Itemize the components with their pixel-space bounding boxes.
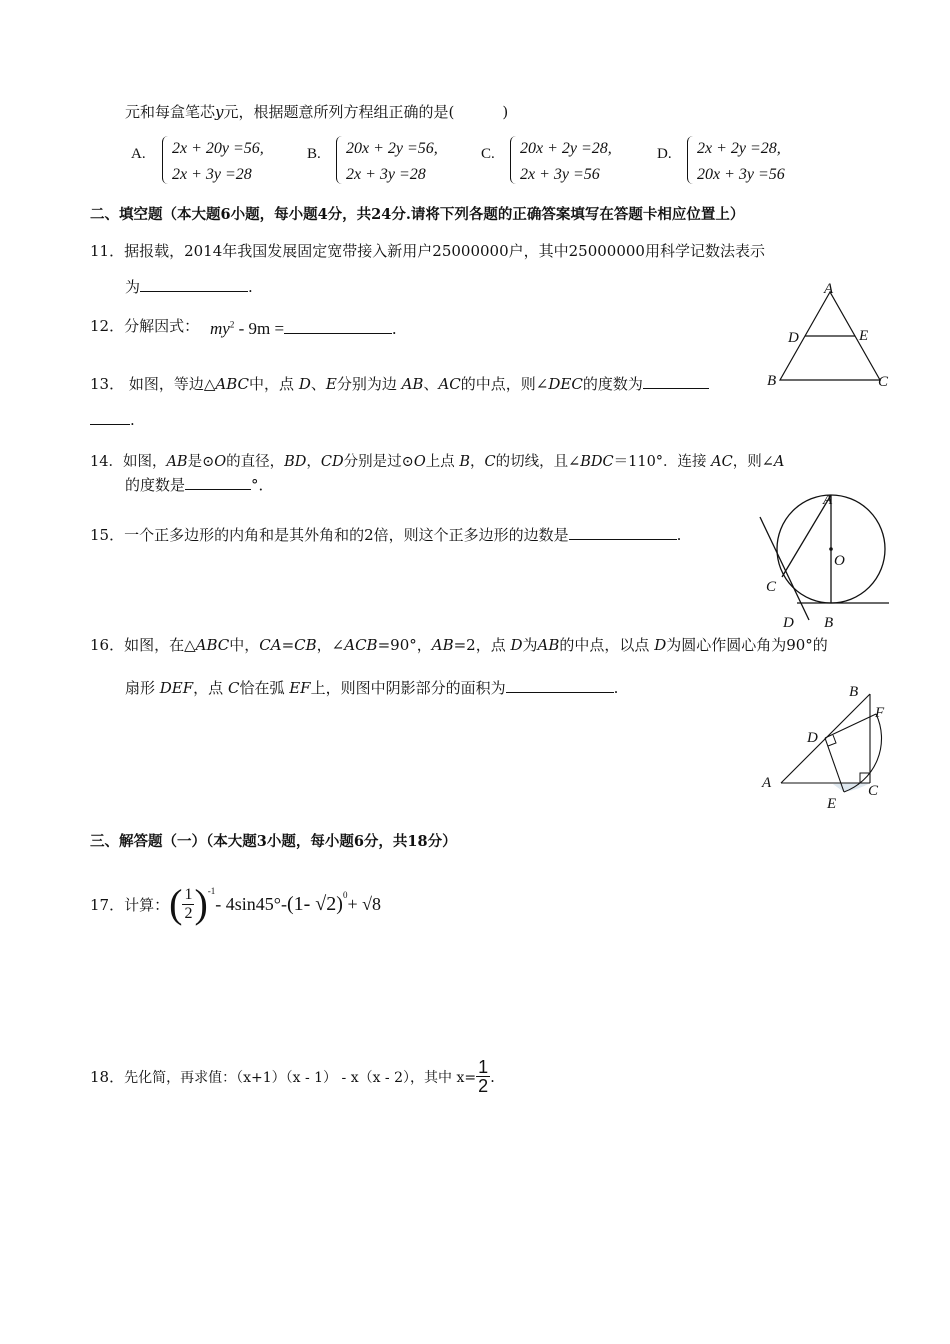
answer-blank[interactable] bbox=[284, 332, 392, 334]
label-e: E bbox=[827, 796, 837, 812]
right-angle-mark bbox=[828, 735, 836, 746]
q16-line2: 扇形 DEF，点 C恰在弧 EF上，则图中阴影部分的面积为 . bbox=[125, 679, 619, 697]
option-a-label: A. bbox=[131, 146, 146, 162]
label-c: C bbox=[878, 374, 889, 390]
answer-blank[interactable] bbox=[185, 488, 251, 490]
option-c-label: C. bbox=[481, 146, 495, 162]
q11-answer-line: 为 . bbox=[125, 278, 253, 296]
fraction-value: $\frac{1}{2}$ bbox=[478, 1057, 489, 1096]
fraction-half: $\frac{1}{2}$ bbox=[184, 885, 193, 922]
answer-blank[interactable] bbox=[90, 423, 130, 425]
label-o: O bbox=[834, 553, 845, 569]
label-c: C bbox=[766, 579, 777, 595]
q12-expression: $my^2 - 9m$ = . bbox=[210, 319, 397, 338]
q12-text: 12．分解因式： bbox=[90, 317, 200, 335]
label-d: D bbox=[783, 615, 794, 631]
label-b: B bbox=[824, 615, 834, 631]
label-a: A bbox=[824, 281, 834, 297]
label-e: E bbox=[859, 328, 869, 344]
section2-heading: 二、填空题（本大题6小题，每小题4分，共24分.请将下列各题的正确答案填写在答题卡相应位置上） bbox=[90, 206, 745, 223]
label-d: D bbox=[807, 730, 818, 746]
paren-close: ) bbox=[194, 881, 208, 926]
q17-text: 17． 计算： ( $\frac{1}{2}$ ) $^{-1}$ - 4sin45° - (1- √2) $^0$ + √8 bbox=[90, 881, 381, 926]
label-c: C bbox=[868, 783, 879, 799]
label-a: A bbox=[762, 775, 772, 791]
radius-df bbox=[825, 714, 876, 738]
answer-blank[interactable] bbox=[569, 538, 677, 540]
q17-expression: ( $\frac{1}{2}$ ) $^{-1}$ - 4sin45° - (1- √2) $^0$ + √8 bbox=[169, 881, 381, 926]
figure-q16-sector bbox=[755, 680, 905, 815]
brace-icon bbox=[510, 136, 517, 184]
center-dot bbox=[829, 547, 833, 551]
label-d: D bbox=[788, 330, 799, 346]
figure-q13-triangle bbox=[760, 280, 900, 395]
answer-blank[interactable] bbox=[506, 691, 614, 693]
brace-icon bbox=[687, 136, 694, 184]
figure-q14-circle bbox=[752, 488, 902, 633]
q13-continuation: . bbox=[90, 411, 135, 429]
label-b: B bbox=[849, 684, 859, 700]
option-d-label: D. bbox=[657, 146, 672, 162]
answer-blank[interactable] bbox=[140, 290, 248, 292]
q14-answer-line: 的度数是 °． bbox=[125, 476, 274, 494]
q15-text: 15．一个正多边形的内角和是其外角和的2倍，则这个正多边形的边数是 . bbox=[90, 526, 682, 544]
paren-open: ( bbox=[169, 881, 183, 926]
radius-de bbox=[825, 738, 844, 792]
arc-ef bbox=[844, 714, 882, 792]
q16-text: 16．如图，在△ABC中，CA=CB，∠ACB=90°，AB=2，点 D为AB的中点，以点 D为圆心作圆心角为90°的 bbox=[90, 636, 828, 654]
label-f: F bbox=[875, 705, 885, 721]
shaded-region bbox=[833, 783, 870, 792]
label-b: B bbox=[767, 373, 777, 389]
option-b-label: B. bbox=[307, 146, 321, 162]
answer-blank[interactable] bbox=[643, 387, 709, 389]
brace-icon bbox=[336, 136, 343, 184]
q13-text: 13． 如图，等边△ABC中，点 D、E分别为边 AB、AC的中点，则∠DEC的度数为 bbox=[90, 373, 709, 394]
tangent-line bbox=[760, 517, 809, 620]
label-a: A bbox=[823, 492, 833, 508]
q11-text: 11．据报载，2014年我国发展固定宽带接入新用户25000000户，其中25000000用科学记数法表示 bbox=[90, 242, 765, 260]
section3-heading: 三、解答题（一）（本大题3小题，每小题6分，共18分） bbox=[90, 833, 457, 850]
q14-text: 14．如图，AB是⊙O的直径，BD，CD分别是过⊙O上点 B，C的切线，且∠BDC＝110°．连接 AC，则∠A bbox=[90, 454, 785, 470]
brace-icon bbox=[162, 136, 169, 184]
q18-text: 18． 先化简，再求值：（x+1）（x - 1） - x（x - 2），其中 x= $\frac{1}{2}$ . bbox=[90, 1057, 495, 1096]
q10-stem: 元和每盒笔芯y元，根据题意所列方程组正确的是( ) bbox=[125, 103, 509, 121]
